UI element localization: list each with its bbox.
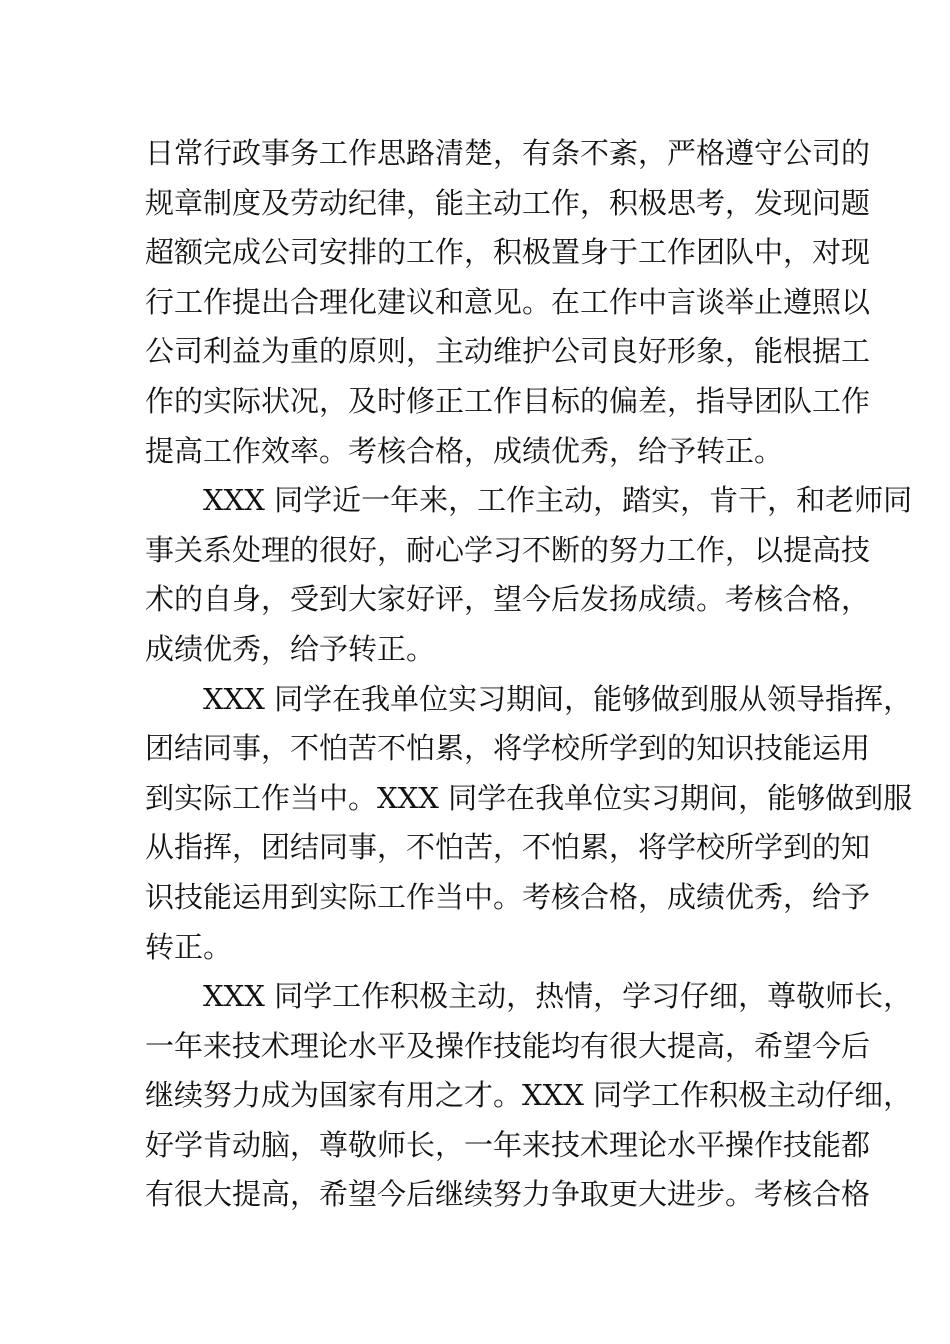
text-line: 术的自身，受到大家好评，望今后发扬成绩。考核合格， — [145, 582, 871, 617]
text-line: 作的实际状况，及时修正工作目标的偏差，指导团队工作 — [145, 383, 871, 418]
text-line: 从指挥，团结同事，不怕苦，不怕累，将学校所学到的知 — [145, 830, 871, 865]
text-line: 有很大提高，希望今后继续努力争取更大进步。考核合格 — [145, 1177, 871, 1212]
text-line: 日常行政事务工作思路清楚，有条不紊，严格遵守公司的 — [145, 136, 871, 170]
paragraph-first-line: XXX 同学近一年来，工作主动，踏实，肯干，和老师同 — [203, 483, 913, 518]
text-line: 继续努力成为国家有用之才。XXX 同学工作积极主动仔细， — [145, 1078, 913, 1113]
paragraph-first-line: XXX 同学工作积极主动，热情，学习仔细，尊敬师长， — [203, 979, 913, 1014]
text-line: 识技能运用到实际工作当中。考核合格，成绩优秀，给予 — [145, 879, 871, 914]
text-line: 行工作提出合理化建议和意见。在工作中言谈举止遵照以 — [145, 284, 871, 319]
text-line: 规章制度及劳动纪律，能主动工作，积极思考，发现问题 — [145, 185, 871, 220]
text-line: 提高工作效率。考核合格，成绩优秀，给予转正。 — [145, 433, 784, 468]
text-line: 到实际工作当中。XXX 同学在我单位实习期间，能够做到服 — [145, 780, 913, 815]
paragraph-first-line: XXX 同学在我单位实习期间，能够做到服从领导指挥， — [203, 681, 913, 716]
document-body — [145, 129, 913, 1220]
text-line: 公司利益为重的原则，主动维护公司良好形象，能根据工 — [145, 334, 871, 369]
text-line: 团结同事，不怕苦不怕累，将学校所学到的知识技能运用 — [145, 731, 871, 766]
text-line: 好学肯动脑，尊敬师长，一年来技术理论水平操作技能都 — [145, 1127, 871, 1162]
text-line: 一年来技术理论水平及操作技能均有很大提高，希望今后 — [145, 1028, 871, 1063]
text-line: 转正。 — [145, 929, 233, 964]
text-line: 超额完成公司安排的工作，积极置身于工作团队中，对现 — [145, 235, 871, 270]
text-line: 成绩优秀，给予转正。 — [145, 631, 436, 666]
text-line: 事关系处理的很好，耐心学习不断的努力工作，以提高技 — [145, 532, 871, 567]
